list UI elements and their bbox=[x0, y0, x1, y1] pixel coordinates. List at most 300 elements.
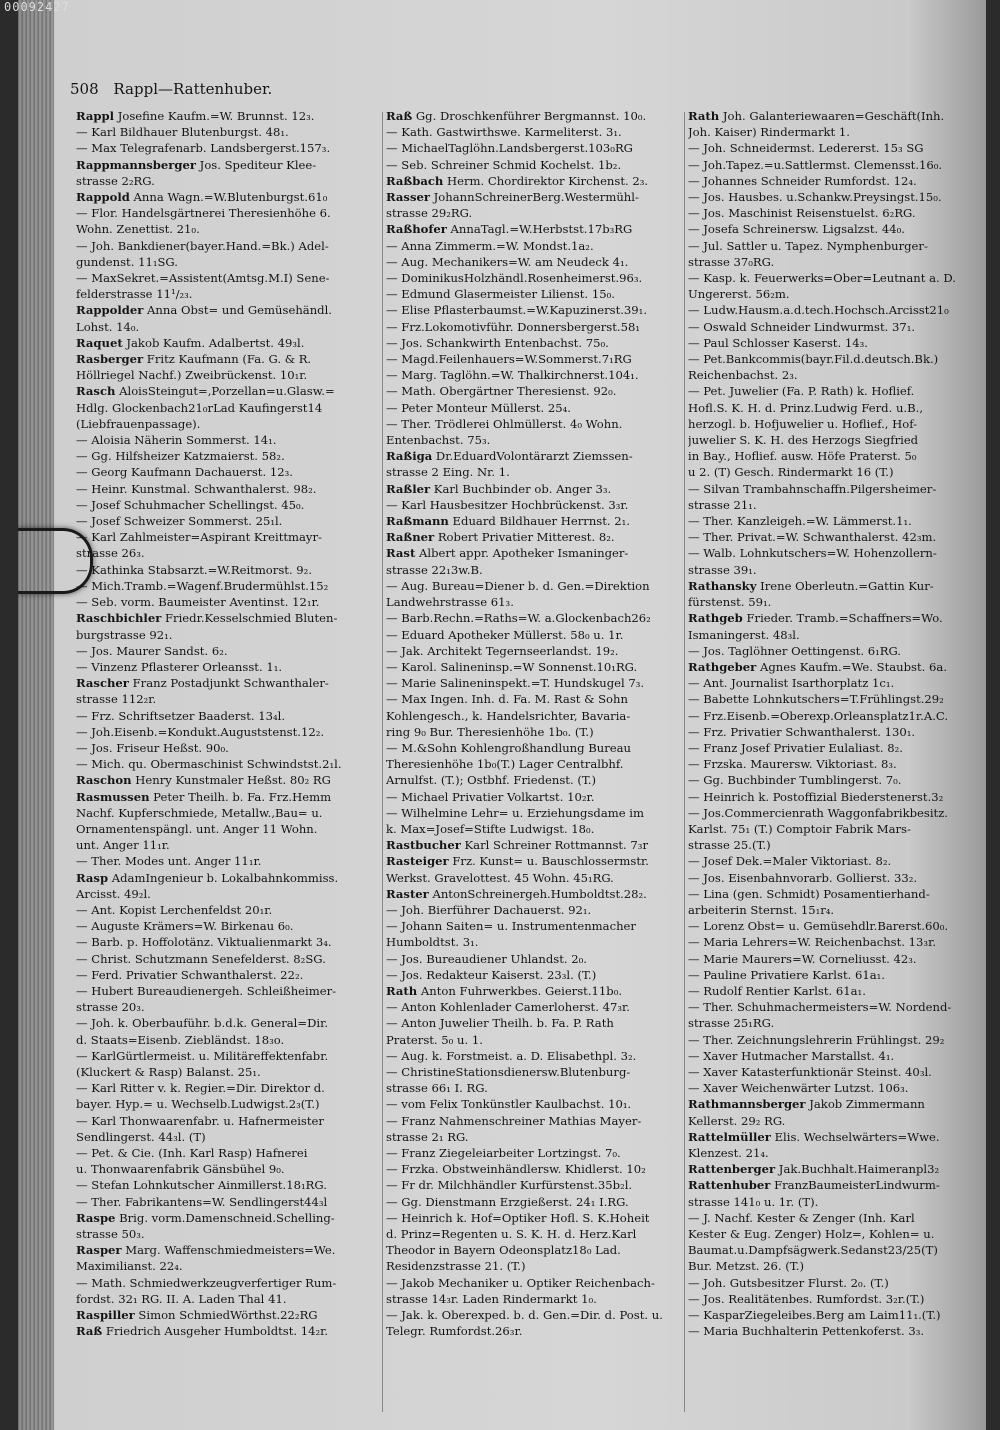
entry-text: — Hubert Bureaudienergeh. Schleißheimer- bbox=[76, 983, 337, 998]
directory-entry bbox=[76, 513, 388, 529]
entry-text: — Pet. & Cie. (Inh. Karl Rasp) Hafnerei bbox=[76, 1146, 308, 1160]
entry-text: — Heinrich k. Postoffizial Biederstenerst.3₂ bbox=[688, 789, 944, 804]
entry-text: Anna Obst= und Gemüsehändl. bbox=[143, 303, 332, 318]
entry-text: Friedr.Kesselschmied Bluten- bbox=[161, 611, 338, 626]
directory-entry bbox=[76, 837, 388, 853]
entry-text: — Auguste Krämers=W. Birkenau 6₀. bbox=[76, 919, 294, 934]
entry-text: — Marg. Taglöhn.=W. Thalkirchnerst.104₁. bbox=[386, 368, 639, 383]
entry-text: strasse 26₃. bbox=[76, 546, 145, 561]
entry-text: Frz. Kunst= u. Bauschlossermstr. bbox=[448, 854, 649, 869]
directory-entry bbox=[76, 1177, 388, 1193]
directory-entry bbox=[386, 691, 686, 707]
entry-text: Bur. Metzst. 26. (T.) bbox=[688, 1259, 804, 1274]
directory-entry bbox=[688, 497, 980, 513]
entry-text: Arcisst. 49₂l. bbox=[76, 886, 151, 901]
entry-text: — Kath. Gastwirthswe. Karmeliterst. 3₁. bbox=[386, 125, 622, 140]
directory-entry bbox=[386, 513, 686, 529]
directory-entry bbox=[386, 1210, 686, 1226]
entry-text: Frieder. Tramb.=Schaffners=Wo. bbox=[742, 611, 943, 626]
entry-text: — Ther. Modes unt. Anger 11₁r. bbox=[76, 854, 262, 869]
directory-entry bbox=[386, 335, 686, 351]
directory-entry bbox=[688, 221, 980, 237]
directory-entry bbox=[386, 1096, 686, 1112]
entry-text: ring 9₀ Bur. Theresienhöhe 1b₀. (T.) bbox=[386, 724, 594, 739]
entry-text: strasse 37₀RG. bbox=[688, 254, 775, 269]
entry-text: Sendlingerst. 44₃l. (T) bbox=[76, 1129, 206, 1144]
directory-entry bbox=[76, 821, 388, 837]
directory-entry bbox=[76, 594, 388, 610]
directory-entry bbox=[386, 383, 686, 399]
entry-text: Kohlengesch., k. Handelsrichter, Bavaria- bbox=[386, 708, 631, 723]
entry-surname: Rasberger bbox=[76, 352, 144, 367]
directory-entry bbox=[688, 1226, 980, 1242]
directory-entry bbox=[688, 886, 980, 902]
directory-entry bbox=[76, 1048, 388, 1064]
directory-entry bbox=[688, 416, 980, 432]
directory-entry bbox=[386, 205, 686, 221]
entry-surname: Rattenhuber bbox=[688, 1178, 771, 1193]
entry-text: Klenzest. 21₄. bbox=[688, 1146, 769, 1160]
entry-text: — Paul Schlosser Kaserst. 14₃. bbox=[688, 335, 868, 350]
entry-text: FranzBaumeisterLindwurm- bbox=[770, 1178, 940, 1193]
directory-entry bbox=[688, 772, 980, 788]
directory-entry bbox=[688, 789, 980, 805]
entry-text: — Max Ingen. Inh. d. Fa. M. Rast & Sohn bbox=[386, 692, 628, 707]
entry-text: — Jak. k. Oberexped. b. d. Gen.=Dir. d. Post. u. bbox=[386, 1308, 663, 1323]
entry-text: — DominikusHolzhändl.Rosenheimerst.96₃. bbox=[386, 271, 643, 286]
directory-entry bbox=[688, 367, 980, 383]
directory-entry bbox=[386, 805, 686, 821]
directory-entry bbox=[76, 205, 388, 221]
entry-surname: Rasp bbox=[76, 870, 109, 885]
entry-text: — Kasp. k. Feuerwerks=Ober=Leutnant a. D. bbox=[688, 271, 956, 286]
book-binding bbox=[18, 0, 54, 1430]
directory-entry bbox=[76, 1194, 388, 1210]
directory-entry bbox=[688, 383, 980, 399]
entry-text: — Jos. Schankwirth Entenbachst. 75₀. bbox=[386, 335, 609, 350]
entry-text: Jakob Kaufm. Adalbertst. 49₃l. bbox=[122, 335, 305, 350]
entry-text: — Josef Dek.=Maler Viktoriast. 8₂. bbox=[688, 854, 892, 869]
directory-entry bbox=[688, 529, 980, 545]
directory-entry bbox=[76, 400, 388, 416]
directory-entry bbox=[386, 157, 686, 173]
directory-entry bbox=[386, 1194, 686, 1210]
directory-entry bbox=[386, 756, 686, 772]
entry-text: k. Max=Josef=Stifte Ludwigst. 18₀. bbox=[386, 821, 595, 836]
directory-entry bbox=[386, 1113, 686, 1129]
entry-text: — Lina (gen. Schmidt) Posamentierhand- bbox=[688, 886, 930, 901]
directory-entry bbox=[386, 140, 686, 156]
directory-entry bbox=[76, 173, 388, 189]
directory-entry bbox=[386, 983, 686, 999]
directory-entry bbox=[688, 853, 980, 869]
entry-text: — Ther. Schuhmachermeisters=W. Nordend- bbox=[688, 1000, 952, 1015]
entry-text: Karlst. 75₁ (T.) Comptoir Fabrik Mars- bbox=[688, 821, 911, 836]
directory-entry bbox=[688, 432, 980, 448]
page-number: 508 bbox=[70, 80, 99, 98]
entry-text: — Flor. Handelsgärtnerei Theresienhöhe 6. bbox=[76, 206, 331, 221]
directory-entry bbox=[386, 708, 686, 724]
entry-text: strasse 25₁RG. bbox=[688, 1016, 775, 1031]
entry-text: d. Prinz=Regenten u. S. K. H. d. Herz.Karl bbox=[386, 1227, 637, 1242]
directory-entry bbox=[688, 999, 980, 1015]
entry-text: Anton Fuhrwerkbes. Geierst.11b₀. bbox=[417, 983, 623, 998]
entry-text: Irene Oberleutn.=Gattin Kur- bbox=[756, 578, 934, 593]
entry-text: — Joh. Bierführer Dachauerst. 92₁. bbox=[386, 902, 592, 917]
directory-entry bbox=[76, 1129, 388, 1145]
entry-text: — Babette Lohnkutschers=T.Frühlingst.29₂ bbox=[688, 692, 944, 707]
entry-text: AntonSchreinergeh.Humboldtst.28₂. bbox=[428, 886, 647, 901]
directory-entry bbox=[76, 302, 388, 318]
directory-entry bbox=[688, 951, 980, 967]
entry-text: Kester & Eug. Zenger) Holz=, Kohlen= u. bbox=[688, 1227, 935, 1242]
directory-entry bbox=[76, 805, 388, 821]
entry-text: — Magd.Feilenhauers=W.Sommerst.7₁RG bbox=[386, 352, 632, 367]
directory-entry bbox=[688, 918, 980, 934]
directory-entry bbox=[688, 400, 980, 416]
directory-entry bbox=[76, 221, 388, 237]
directory-entry bbox=[688, 627, 980, 643]
entry-text: — Joh. Gutsbesitzer Flurst. 2₀. (T.) bbox=[688, 1275, 889, 1290]
entry-text: d. Staats=Eisenb. Ziebländst. 18₃o. bbox=[76, 1032, 285, 1047]
entry-text: Robert Privatier Mitterest. 8₂. bbox=[434, 530, 615, 545]
page-header bbox=[70, 80, 370, 106]
directory-column-2 bbox=[386, 108, 686, 1426]
directory-entry bbox=[386, 1145, 686, 1161]
directory-entry bbox=[688, 205, 980, 221]
entry-surname: Rasch bbox=[76, 384, 116, 399]
entry-text: — Mich.Tramb.=Wagenf.Brudermühlst.15₂ bbox=[76, 578, 329, 593]
entry-text: — Rudolf Rentier Karlst. 61a₁. bbox=[688, 983, 866, 998]
entry-text: — Ludw.Hausm.a.d.tech.Hochsch.Arcisst21₀ bbox=[688, 303, 949, 318]
directory-entry bbox=[76, 124, 388, 140]
directory-entry bbox=[386, 238, 686, 254]
entry-text: strasse 39₁. bbox=[688, 562, 757, 577]
directory-entry bbox=[76, 983, 388, 999]
directory-entry bbox=[76, 724, 388, 740]
entry-text: Werkst. Gravelottest. 45 Wohn. 45₁RG. bbox=[386, 870, 614, 885]
directory-entry bbox=[76, 464, 388, 480]
entry-text: — Michael Privatier Volkartst. 10₂r. bbox=[386, 789, 595, 804]
entry-text: — Ther. Zeichnungslehrerin Frühlingst. 29₂ bbox=[688, 1032, 945, 1047]
entry-text: — Johann Saiten= u. Instrumentenmacher bbox=[386, 919, 636, 934]
directory-entry bbox=[386, 902, 686, 918]
entry-text: — ChristineStationsdienersw.Blutenburg- bbox=[386, 1064, 631, 1079]
entry-text: Theodor in Bayern Odeonsplatz18₀ Lad. bbox=[386, 1243, 621, 1258]
entry-surname: Rappold bbox=[76, 190, 130, 205]
directory-entry bbox=[76, 1242, 388, 1258]
directory-entry bbox=[76, 1161, 388, 1177]
entry-text: — Seb. vorm. Baumeister Aventinst. 12₁r. bbox=[76, 595, 320, 610]
entry-text: — J. Nachf. Kester & Zenger (Inh. Karl bbox=[688, 1210, 915, 1225]
directory-entry bbox=[688, 578, 980, 594]
directory-entry bbox=[386, 724, 686, 740]
directory-entry bbox=[386, 173, 686, 189]
directory-entry bbox=[386, 416, 686, 432]
entry-text: — Franz Josef Privatier Eulaliast. 8₂. bbox=[688, 740, 903, 755]
directory-entry bbox=[688, 1145, 980, 1161]
directory-entry bbox=[386, 124, 686, 140]
entry-text: Gg. Droschkenführer Bergmannst. 10₀. bbox=[412, 109, 647, 123]
entry-text: strasse 141₀ u. 1r. (T). bbox=[688, 1194, 819, 1209]
entry-surname: Rasser bbox=[386, 190, 430, 205]
entry-text: — Jakob Mechaniker u. Optiker Reichenbach- bbox=[386, 1275, 655, 1290]
entry-text: — Pet. Juwelier (Fa. P. Rath) k. Hoflief. bbox=[688, 384, 915, 399]
entry-text: — Eduard Apotheker Müllerst. 58₀ u. 1r. bbox=[386, 627, 624, 642]
entry-text: u 2. (T) Gesch. Rindermarkt 16 (T.) bbox=[688, 465, 894, 480]
entry-text: — Joh. Bankdiener(bayer.Hand.=Bk.) Adel- bbox=[76, 238, 329, 253]
directory-entry bbox=[386, 789, 686, 805]
entry-text: Telegr. Rumfordst.26₃r. bbox=[386, 1324, 523, 1339]
entry-text: — Peter Monteur Müllerst. 25₄. bbox=[386, 400, 571, 415]
entry-text: — Math. Obergärtner Theresienst. 92₀. bbox=[386, 384, 617, 399]
directory-entry bbox=[76, 675, 388, 691]
entry-text: — Heinrich k. Hof=Optiker Hofl. S. K.Hoheit bbox=[386, 1210, 650, 1225]
entry-text: Joh. Galanteriewaaren=Geschäft(Inh. bbox=[719, 109, 945, 123]
entry-text: — Frz. Privatier Schwanthalerst. 130₁. bbox=[688, 724, 916, 739]
entry-text: — Josef Schuhmacher Schellingst. 45₀. bbox=[76, 497, 305, 512]
entry-text: — Oswald Schneider Lindwurmst. 37₁. bbox=[688, 319, 916, 334]
directory-entry bbox=[386, 1226, 686, 1242]
entry-text: — Joh. Schneidermst. Ledererst. 15₃ SG bbox=[688, 141, 924, 156]
entry-text: — Karl Ritter v. k. Regier.=Dir. Direktor d. bbox=[76, 1081, 325, 1096]
entry-text: — Frz. Schriftsetzer Baaderst. 13₄l. bbox=[76, 708, 286, 723]
entry-text: — Joh.Eisenb.=Kondukt.Auguststenst.12₂. bbox=[76, 724, 325, 739]
directory-entry bbox=[688, 124, 980, 140]
directory-entry bbox=[688, 691, 980, 707]
directory-entry bbox=[386, 1161, 686, 1177]
entry-surname: Rast bbox=[386, 546, 416, 561]
entry-text: AloisSteingut=,Porzellan=u.Glasw.= bbox=[115, 384, 335, 399]
entry-text: strasse 25.(T.) bbox=[688, 838, 771, 853]
entry-text: Hdlg. Glockenbach21₀rLad Kaufingerst14 bbox=[76, 400, 323, 415]
entry-text: — Johannes Schneider Rumfordst. 12₄. bbox=[688, 173, 917, 188]
directory-entry bbox=[688, 1064, 980, 1080]
entry-text: — MaxSekret.=Assistent(Amtsg.M.I) Sene- bbox=[76, 271, 330, 286]
entry-text: (Kluckert & Rasp) Balanst. 25₁. bbox=[76, 1064, 261, 1079]
directory-entry bbox=[76, 157, 388, 173]
directory-entry bbox=[76, 108, 388, 124]
directory-entry bbox=[76, 562, 388, 578]
directory-entry bbox=[386, 837, 686, 853]
entry-text: Ismaningerst. 48₃l. bbox=[688, 627, 800, 642]
entry-surname: Raß bbox=[76, 1324, 103, 1339]
directory-entry bbox=[688, 1129, 980, 1145]
directory-entry bbox=[688, 1307, 980, 1323]
directory-entry bbox=[688, 983, 980, 999]
entry-text: — Ferd. Privatier Schwanthalerst. 22₂. bbox=[76, 967, 304, 982]
entry-text: — Jul. Sattler u. Tapez. Nymphenburger- bbox=[688, 238, 928, 253]
entry-text: — Wilhelmine Lehr= u. Erziehungsdame im bbox=[386, 805, 644, 820]
entry-text: felderstrasse 11¹/₂₃. bbox=[76, 287, 193, 302]
entry-surname: Raspiller bbox=[76, 1308, 135, 1323]
directory-entry bbox=[76, 1307, 388, 1323]
entry-text: (Liebfrauenpassage). bbox=[76, 416, 201, 431]
entry-text: — Karol. Salineninsp.=W Sonnenst.10₁RG. bbox=[386, 659, 638, 674]
entry-text: — KarlGürtlermeist. u. Militäreffektenfabr. bbox=[76, 1048, 329, 1063]
directory-entry bbox=[688, 1242, 980, 1258]
directory-entry bbox=[76, 529, 388, 545]
directory-entry bbox=[688, 659, 980, 675]
directory-entry bbox=[386, 1129, 686, 1145]
entry-text: Simon SchmiedWörthst.22₂RG bbox=[134, 1308, 318, 1323]
entry-text: strasse 20₃. bbox=[76, 1000, 145, 1015]
entry-text: — Fr dr. Milchhändler Kurfürstenst.35b₂l. bbox=[386, 1178, 633, 1193]
entry-text: — MichaelTaglöhn.Landsbergerst.103₀RG bbox=[386, 141, 633, 156]
entry-surname: Rappl bbox=[76, 109, 115, 123]
running-title: Rappl—Rattenhuber. bbox=[113, 80, 273, 98]
scan-id: 00092427 bbox=[4, 0, 70, 14]
directory-entry bbox=[688, 821, 980, 837]
directory-entry bbox=[688, 302, 980, 318]
entry-text: Hofl.S. K. H. d. Prinz.Ludwig Ferd. u.B., bbox=[688, 400, 923, 415]
directory-entry bbox=[386, 821, 686, 837]
entry-surname: Rattenberger bbox=[688, 1162, 776, 1177]
directory-entry bbox=[76, 1226, 388, 1242]
entry-text: — Walb. Lohnkutschers=W. Hohenzollern- bbox=[688, 546, 937, 561]
directory-entry bbox=[688, 1194, 980, 1210]
entry-text: strasse 2 Eing. Nr. 1. bbox=[386, 465, 510, 480]
entry-surname: Rattelmüller bbox=[688, 1129, 771, 1144]
entry-text: Wohn. Zenettist. 21₀. bbox=[76, 222, 200, 237]
directory-entry bbox=[386, 1291, 686, 1307]
entry-text: — Jak. Architekt Tegernseerlandst. 19₂. bbox=[386, 643, 619, 658]
directory-entry bbox=[76, 740, 388, 756]
directory-entry bbox=[76, 319, 388, 335]
directory-entry bbox=[76, 481, 388, 497]
directory-entry bbox=[386, 643, 686, 659]
directory-entry bbox=[688, 1032, 980, 1048]
entry-text: — Aug. k. Forstmeist. a. D. Elisabethpl. 3₂. bbox=[386, 1048, 637, 1063]
entry-text: Brig. vorm.Damenschneid.Schelling- bbox=[115, 1210, 335, 1225]
directory-entry bbox=[386, 221, 686, 237]
directory-entry bbox=[76, 902, 388, 918]
entry-text: gundenst. 11₁SG. bbox=[76, 254, 178, 269]
directory-column-1 bbox=[76, 108, 388, 1426]
entry-surname: Rath bbox=[386, 983, 418, 998]
directory-entry bbox=[688, 562, 980, 578]
entry-surname: Raßbach bbox=[386, 173, 444, 188]
directory-entry bbox=[688, 1113, 980, 1129]
directory-entry bbox=[386, 1323, 686, 1339]
entry-text: Karl Schreiner Rottmannst. 7₃r bbox=[460, 838, 648, 853]
directory-entry bbox=[688, 837, 980, 853]
directory-entry bbox=[386, 497, 686, 513]
entry-text: — Joh.Tapez.=u.Sattlermst. Clemensst.16₀. bbox=[688, 157, 943, 172]
entry-text: — Mich. qu. Obermaschinist Schwindstst.2₁l. bbox=[76, 757, 342, 772]
entry-text: — Marie Salineninspekt.=T. Hundskugel 7₃. bbox=[386, 676, 645, 691]
directory-entry bbox=[386, 367, 686, 383]
directory-entry bbox=[76, 772, 388, 788]
entry-text: AdamIngenieur b. Lokalbahnkommiss. bbox=[108, 870, 339, 885]
entry-text: herzogl. b. Hofjuwelier u. Hoflief., Hof- bbox=[688, 416, 918, 431]
directory-entry bbox=[688, 545, 980, 561]
entry-text: strasse 50₃. bbox=[76, 1227, 145, 1242]
entry-surname: Raschbichler bbox=[76, 611, 162, 626]
entry-text: — Maria Buchhalterin Pettenkoferst. 3₃. bbox=[688, 1324, 925, 1339]
entry-text: — Barb. p. Hoffolotänz. Viktualienmarkt 3₄. bbox=[76, 935, 332, 950]
directory-entry bbox=[688, 157, 980, 173]
entry-text: — Jos. Taglöhner Oettingenst. 6₁RG. bbox=[688, 643, 901, 658]
entry-text: — Jos. Maurer Sandst. 6₂. bbox=[76, 643, 228, 658]
entry-surname: Rasmussen bbox=[76, 789, 150, 804]
directory-entry bbox=[386, 1080, 686, 1096]
entry-text: strasse 66₁ I. RG. bbox=[386, 1081, 488, 1096]
entry-surname: Raspe bbox=[76, 1210, 116, 1225]
entry-text: burgstrasse 92₁. bbox=[76, 627, 173, 642]
entry-text: Reichenbachst. 2₃. bbox=[688, 368, 798, 383]
entry-text: — Gg. Hilfsheizer Katzmaierst. 58₂. bbox=[76, 449, 285, 464]
entry-text: Elis. Wechselwärters=Wwe. bbox=[770, 1129, 940, 1144]
entry-text: — Jos. Hausbes. u.Schankw.Preysingst.15₀. bbox=[688, 190, 942, 205]
entry-text: — Xaver Hutmacher Marstallst. 4₁. bbox=[688, 1048, 895, 1063]
entry-text: Albert appr. Apotheker Ismaninger- bbox=[415, 546, 629, 561]
directory-entry bbox=[386, 464, 686, 480]
entry-text: Landwehrstrasse 61₃. bbox=[386, 595, 514, 610]
directory-entry bbox=[386, 610, 686, 626]
directory-entry bbox=[688, 724, 980, 740]
entry-text: Anna Wagn.=W.Blutenburgst.61₀ bbox=[129, 190, 328, 205]
directory-entry bbox=[76, 627, 388, 643]
entry-text: Friedrich Ausgeher Humboldtst. 14₂r. bbox=[102, 1324, 329, 1339]
entry-text: Peter Theilh. b. Fa. Frz.Hemm bbox=[149, 789, 332, 804]
entry-surname: Raßmann bbox=[386, 514, 449, 529]
directory-entry bbox=[386, 967, 686, 983]
entry-text: strasse 22₁3w.B. bbox=[386, 562, 483, 577]
directory-entry bbox=[688, 1258, 980, 1274]
entry-text: — vom Felix Tonkünstler Kaulbachst. 10₁. bbox=[386, 1097, 632, 1112]
entry-text: — Karl Hausbesitzer Hochbrückenst. 3₃r. bbox=[386, 497, 629, 512]
directory-entry bbox=[688, 238, 980, 254]
entry-surname: Raßner bbox=[386, 530, 435, 545]
directory-entry bbox=[688, 1210, 980, 1226]
directory-entry bbox=[76, 448, 388, 464]
entry-text: — Frzska. Maurersw. Viktoriast. 8₃. bbox=[688, 757, 897, 772]
directory-entry bbox=[688, 902, 980, 918]
directory-entry bbox=[386, 951, 686, 967]
entry-text: — Ther. Trödlerei Ohlmüllerst. 4₀ Wohn. bbox=[386, 416, 623, 431]
entry-text: Entenbachst. 75₃. bbox=[386, 433, 491, 448]
entry-text: fürstenst. 59₁. bbox=[688, 595, 772, 610]
entry-surname: Rappmannsberger bbox=[76, 157, 196, 172]
directory-entry bbox=[688, 1323, 980, 1339]
directory-entry bbox=[688, 254, 980, 270]
directory-entry bbox=[688, 1291, 980, 1307]
entry-text: Residenzstrasse 21. (T.) bbox=[386, 1259, 526, 1274]
directory-entry bbox=[76, 270, 388, 286]
directory-entry bbox=[688, 189, 980, 205]
entry-text: Eduard Bildhauer Herrnst. 2₁. bbox=[448, 514, 630, 529]
directory-entry bbox=[76, 1096, 388, 1112]
entry-text: — Anton Juwelier Theilh. b. Fa. P. Rath bbox=[386, 1016, 614, 1031]
directory-entry bbox=[386, 1307, 686, 1323]
entry-text: AnnaTagl.=W.Herbstst.17b₃RG bbox=[446, 222, 633, 237]
entry-text: — Jos. Realitätenbes. Rumfordst. 3₂r.(T.) bbox=[688, 1291, 925, 1306]
entry-text: strasse 14₃r. Laden Rindermarkt 1₀. bbox=[386, 1291, 597, 1306]
entry-text: — Anton Kohlenlader Camerloherst. 47₃r. bbox=[386, 1000, 630, 1015]
directory-entry bbox=[76, 1145, 388, 1161]
entry-text: — Jos. Redakteur Kaiserst. 23₃l. (T.) bbox=[386, 967, 597, 982]
entry-text: — Math. Schmiedwerkzeugverfertiger Rum- bbox=[76, 1275, 337, 1290]
entry-text: — Marie Maurers=W. Corneliusst. 42₃. bbox=[688, 951, 917, 966]
directory-entry bbox=[76, 578, 388, 594]
directory-entry bbox=[688, 805, 980, 821]
entry-text: — Kathinka Stabsarzt.=W.Reitmorst. 9₂. bbox=[76, 562, 313, 577]
directory-entry bbox=[688, 1048, 980, 1064]
entry-text: — Karl Bildhauer Blutenburgst. 48₁. bbox=[76, 125, 289, 140]
directory-entry bbox=[76, 238, 388, 254]
directory-entry bbox=[386, 108, 686, 124]
